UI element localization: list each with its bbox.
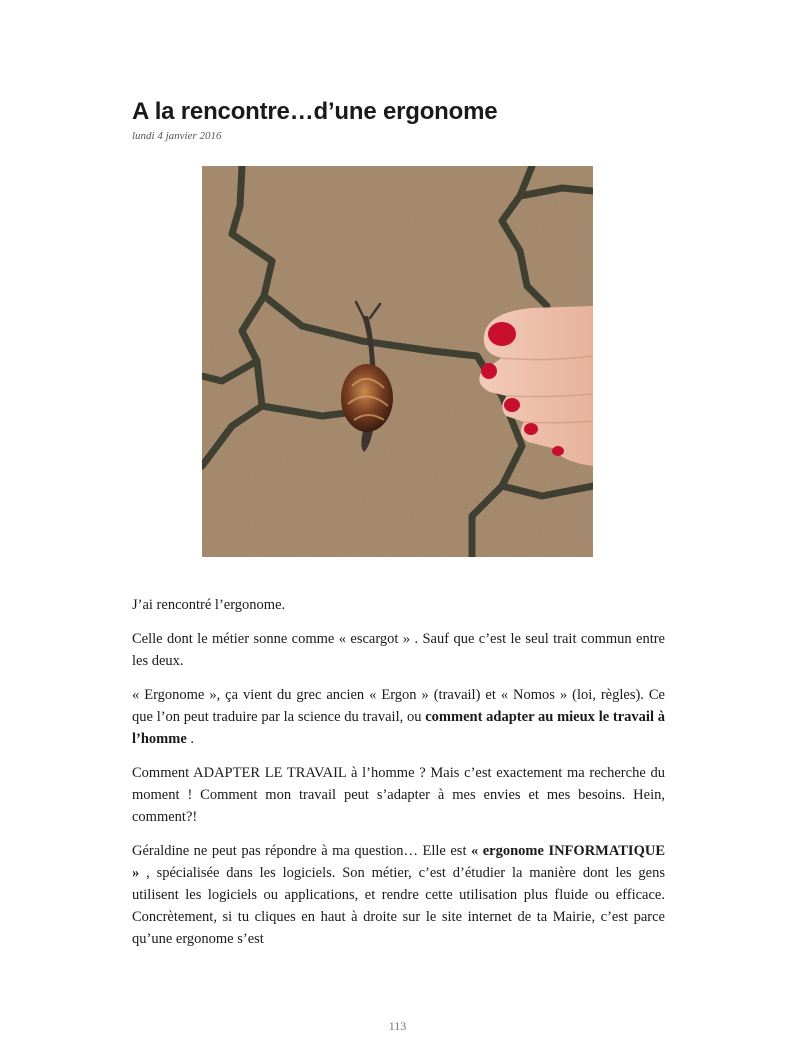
paragraph-1: J’ai rencontré l’ergonome. (132, 597, 286, 613)
paragraph-5 (132, 840, 665, 950)
paragraph-3 (132, 684, 665, 750)
paragraph-5-text: Géraldine ne peut pas répondre à ma question… Elle est (132, 843, 471, 859)
paragraph-3-emphasis: comment adapter au mieux le travail à l’homme (132, 709, 665, 747)
article-title: A la rencontre…d’une ergonome (132, 98, 498, 125)
paragraph-2: Celle dont le métier sonne comme « escargot » . Sauf que c’est le seul trait commun entre les deux. (132, 631, 665, 669)
paragraph-3-text: « Ergonome », ça vient du grec ancien « Ergon » (travail) et « Nomos » (loi, règles). Ce que l’on peut traduire par la science du travail, ou (132, 687, 665, 725)
article-date: lundi 4 janvier 2016 (132, 130, 222, 142)
page-number: 113 (388, 1019, 407, 1033)
article-body (132, 594, 665, 962)
paragraph-4: Comment ADAPTER LE TRAVAIL à l’homme ? Mais c’est exactement ma recherche du moment ! Comment mon travail peut s’adapter à mes envies et mes besoins. Hein, comment?! (132, 765, 665, 825)
paragraph-3-end: . (186, 731, 195, 747)
article-photo (202, 166, 593, 557)
paragraph-5-end: , spécialisée dans les logiciels. Son métier, c’est d’étudier la manière dont les gens utilisent les logiciels ou applications, et rendre cette utilisation plus fluide ou efficace. Concrètement, si tu cliques en haut à droite sur le site internet de ta Mairie, c’est parce qu’une ergonome s’est (132, 865, 665, 947)
paragraph-5-emphasis: « ergonome INFORMATIQUE » (132, 843, 665, 881)
